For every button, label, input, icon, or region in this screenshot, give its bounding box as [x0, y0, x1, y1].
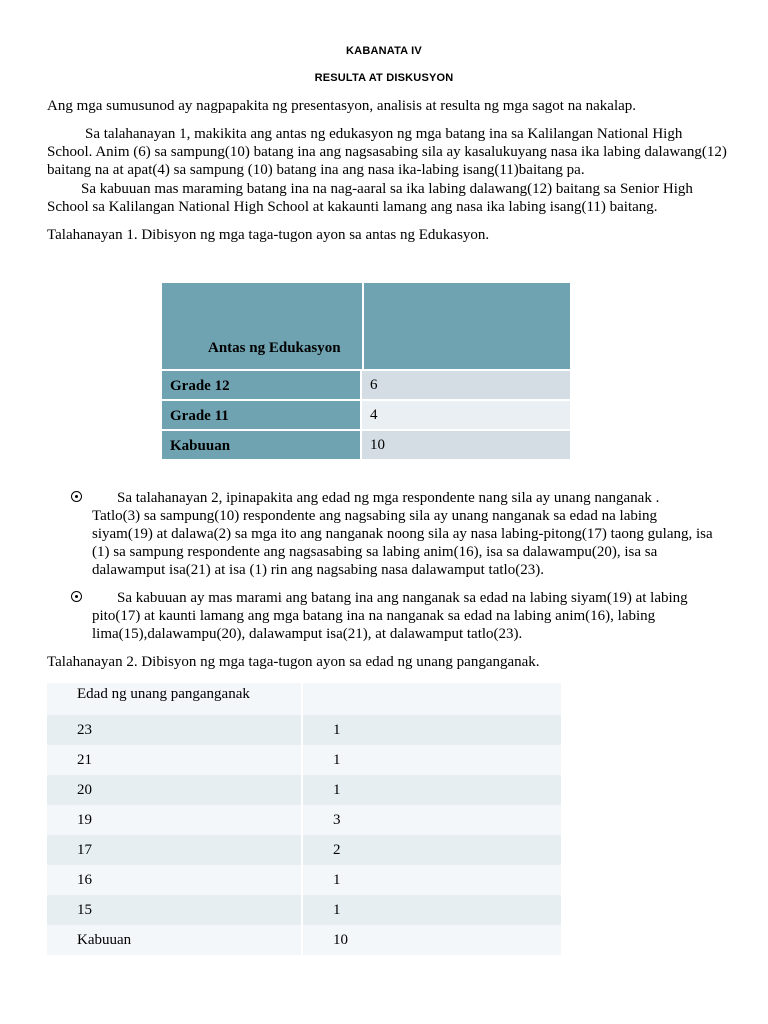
table-1-header-label: Antas ng Edukasyon [208, 340, 341, 356]
radio-bullet-icon [71, 591, 82, 602]
bullet-item-2-rest: pito(17) at kaunti lamang ang mga batang ina na nanganak sa edad na labing anim(16), labing lima(15),dalawampu(20), dalawamput isa(21), at dalawamput tatlo(23). [92, 608, 656, 642]
table-row [162, 399, 570, 429]
bullet-item-1-text [92, 489, 717, 579]
table-cell-value: 6 [362, 369, 570, 399]
table-1-caption: Talahanayan 1. Dibisyon ng mga taga-tugon ayon sa antas ng Edukasyon. [47, 227, 490, 243]
table-cell-label: Kabuuan [47, 925, 303, 955]
table-2-caption: Talahanayan 2. Dibisyon ng mga taga-tugon ayon sa edad ng unang panganganak. [47, 654, 540, 670]
bullet-item-2 [47, 589, 717, 643]
table-row [47, 715, 561, 745]
bullet-item-2-text [92, 589, 717, 643]
table-cell-value: 3 [333, 812, 341, 828]
table-cell-value: 10 [333, 932, 348, 948]
table-2-header-row [47, 683, 561, 715]
table-2-header-label: Edad ng unang panganganak [47, 683, 303, 715]
table-1 [162, 283, 570, 459]
table-row [162, 429, 570, 459]
table-row [47, 835, 561, 865]
table-cell-value: 1 [333, 722, 341, 738]
paragraph-1-text: Sa talahanayan 1, makikita ang antas ng edukasyon ng mga batang ina sa Kalilangan National High School. Anim (6) sa sampung(10) batang ina ang nagsasabing sila ay kasalukuyang nasa ika labing dalawang(12) baitang na at apat(4) sa sampung (10) batang ina ang nasa ika-labing isang(11)baitang pa. [47, 126, 727, 178]
table-cell-value: 1 [333, 752, 341, 768]
bullet-item-2-lead: Sa kabuuan ay mas marami ang batang ina ang nanganak sa edad na labing siyam(19) at labing [117, 590, 688, 606]
table-row [47, 775, 561, 805]
table-1-header-row [162, 283, 570, 369]
table-row [47, 805, 561, 835]
paragraph-2 [47, 180, 727, 216]
intro-paragraph: Ang mga sumusunod ay nagpapakita ng presentasyon, analisis at resulta ng mga sagot na nakalap. [47, 98, 637, 114]
table-2-header-cell-empty [303, 683, 561, 715]
bullet-item-1-rest: Tatlo(3) sa sampung(10) respondente ang nagsabing sila ay unang nanganak sa edad na labing siyam(19) at dalawa(2) sa mga ito ang nanganak noong sila ay nasa labing-pitong(17) taong gulang, isa (1) sa sampung respondente ang nagsasabing sa labing anim(16), isa sa dalawampu(20), isa sa dalawamput isa(21) at isa (1) rin ang nagsabing nasa dalawamput tatlo(23). [92, 508, 713, 578]
table-cell-label: Kabuuan [162, 429, 362, 459]
table-row [47, 925, 561, 955]
table-cell-label: Grade 12 [162, 369, 362, 399]
table-row [162, 369, 570, 399]
table-cell-label: 15 [47, 895, 303, 925]
table-cell-value: 10 [362, 429, 570, 459]
table-cell-value: 2 [333, 842, 341, 858]
bullet-item-1 [47, 489, 717, 579]
table-cell-label: Grade 11 [162, 399, 362, 429]
radio-bullet-icon [71, 491, 82, 502]
table-cell-value: 1 [333, 782, 341, 798]
table-cell-value: 1 [333, 872, 341, 888]
table-row [47, 895, 561, 925]
table-2 [47, 683, 561, 955]
table-cell-label: 20 [47, 775, 303, 805]
chapter-title: KABANATA IV [346, 45, 422, 57]
table-row [47, 745, 561, 775]
table-cell-label: 21 [47, 745, 303, 775]
table-cell-value: 1 [333, 902, 341, 918]
table-row [47, 865, 561, 895]
table-cell-label: 23 [47, 715, 303, 745]
paragraph-1 [47, 125, 727, 179]
table-cell-label: 19 [47, 805, 303, 835]
table-1-header-cell [162, 283, 364, 369]
table-cell-label: 17 [47, 835, 303, 865]
table-cell-label: 16 [47, 865, 303, 895]
paragraph-2-text: Sa kabuuan mas maraming batang ina na nag-aaral sa ika labing dalawang(12) baitang sa Senior High School sa Kalilangan National High School at kakaunti lamang ang nasa ika labing isang(11) baitang. [47, 181, 693, 215]
table-1-header-cell-empty [364, 283, 570, 369]
bullet-item-1-lead: Sa talahanayan 2, ipinapakita ang edad ng mga respondente nang sila ay unang nanganak . [117, 490, 660, 506]
table-cell-value: 4 [362, 399, 570, 429]
section-title: RESULTA AT DISKUSYON [314, 72, 454, 84]
